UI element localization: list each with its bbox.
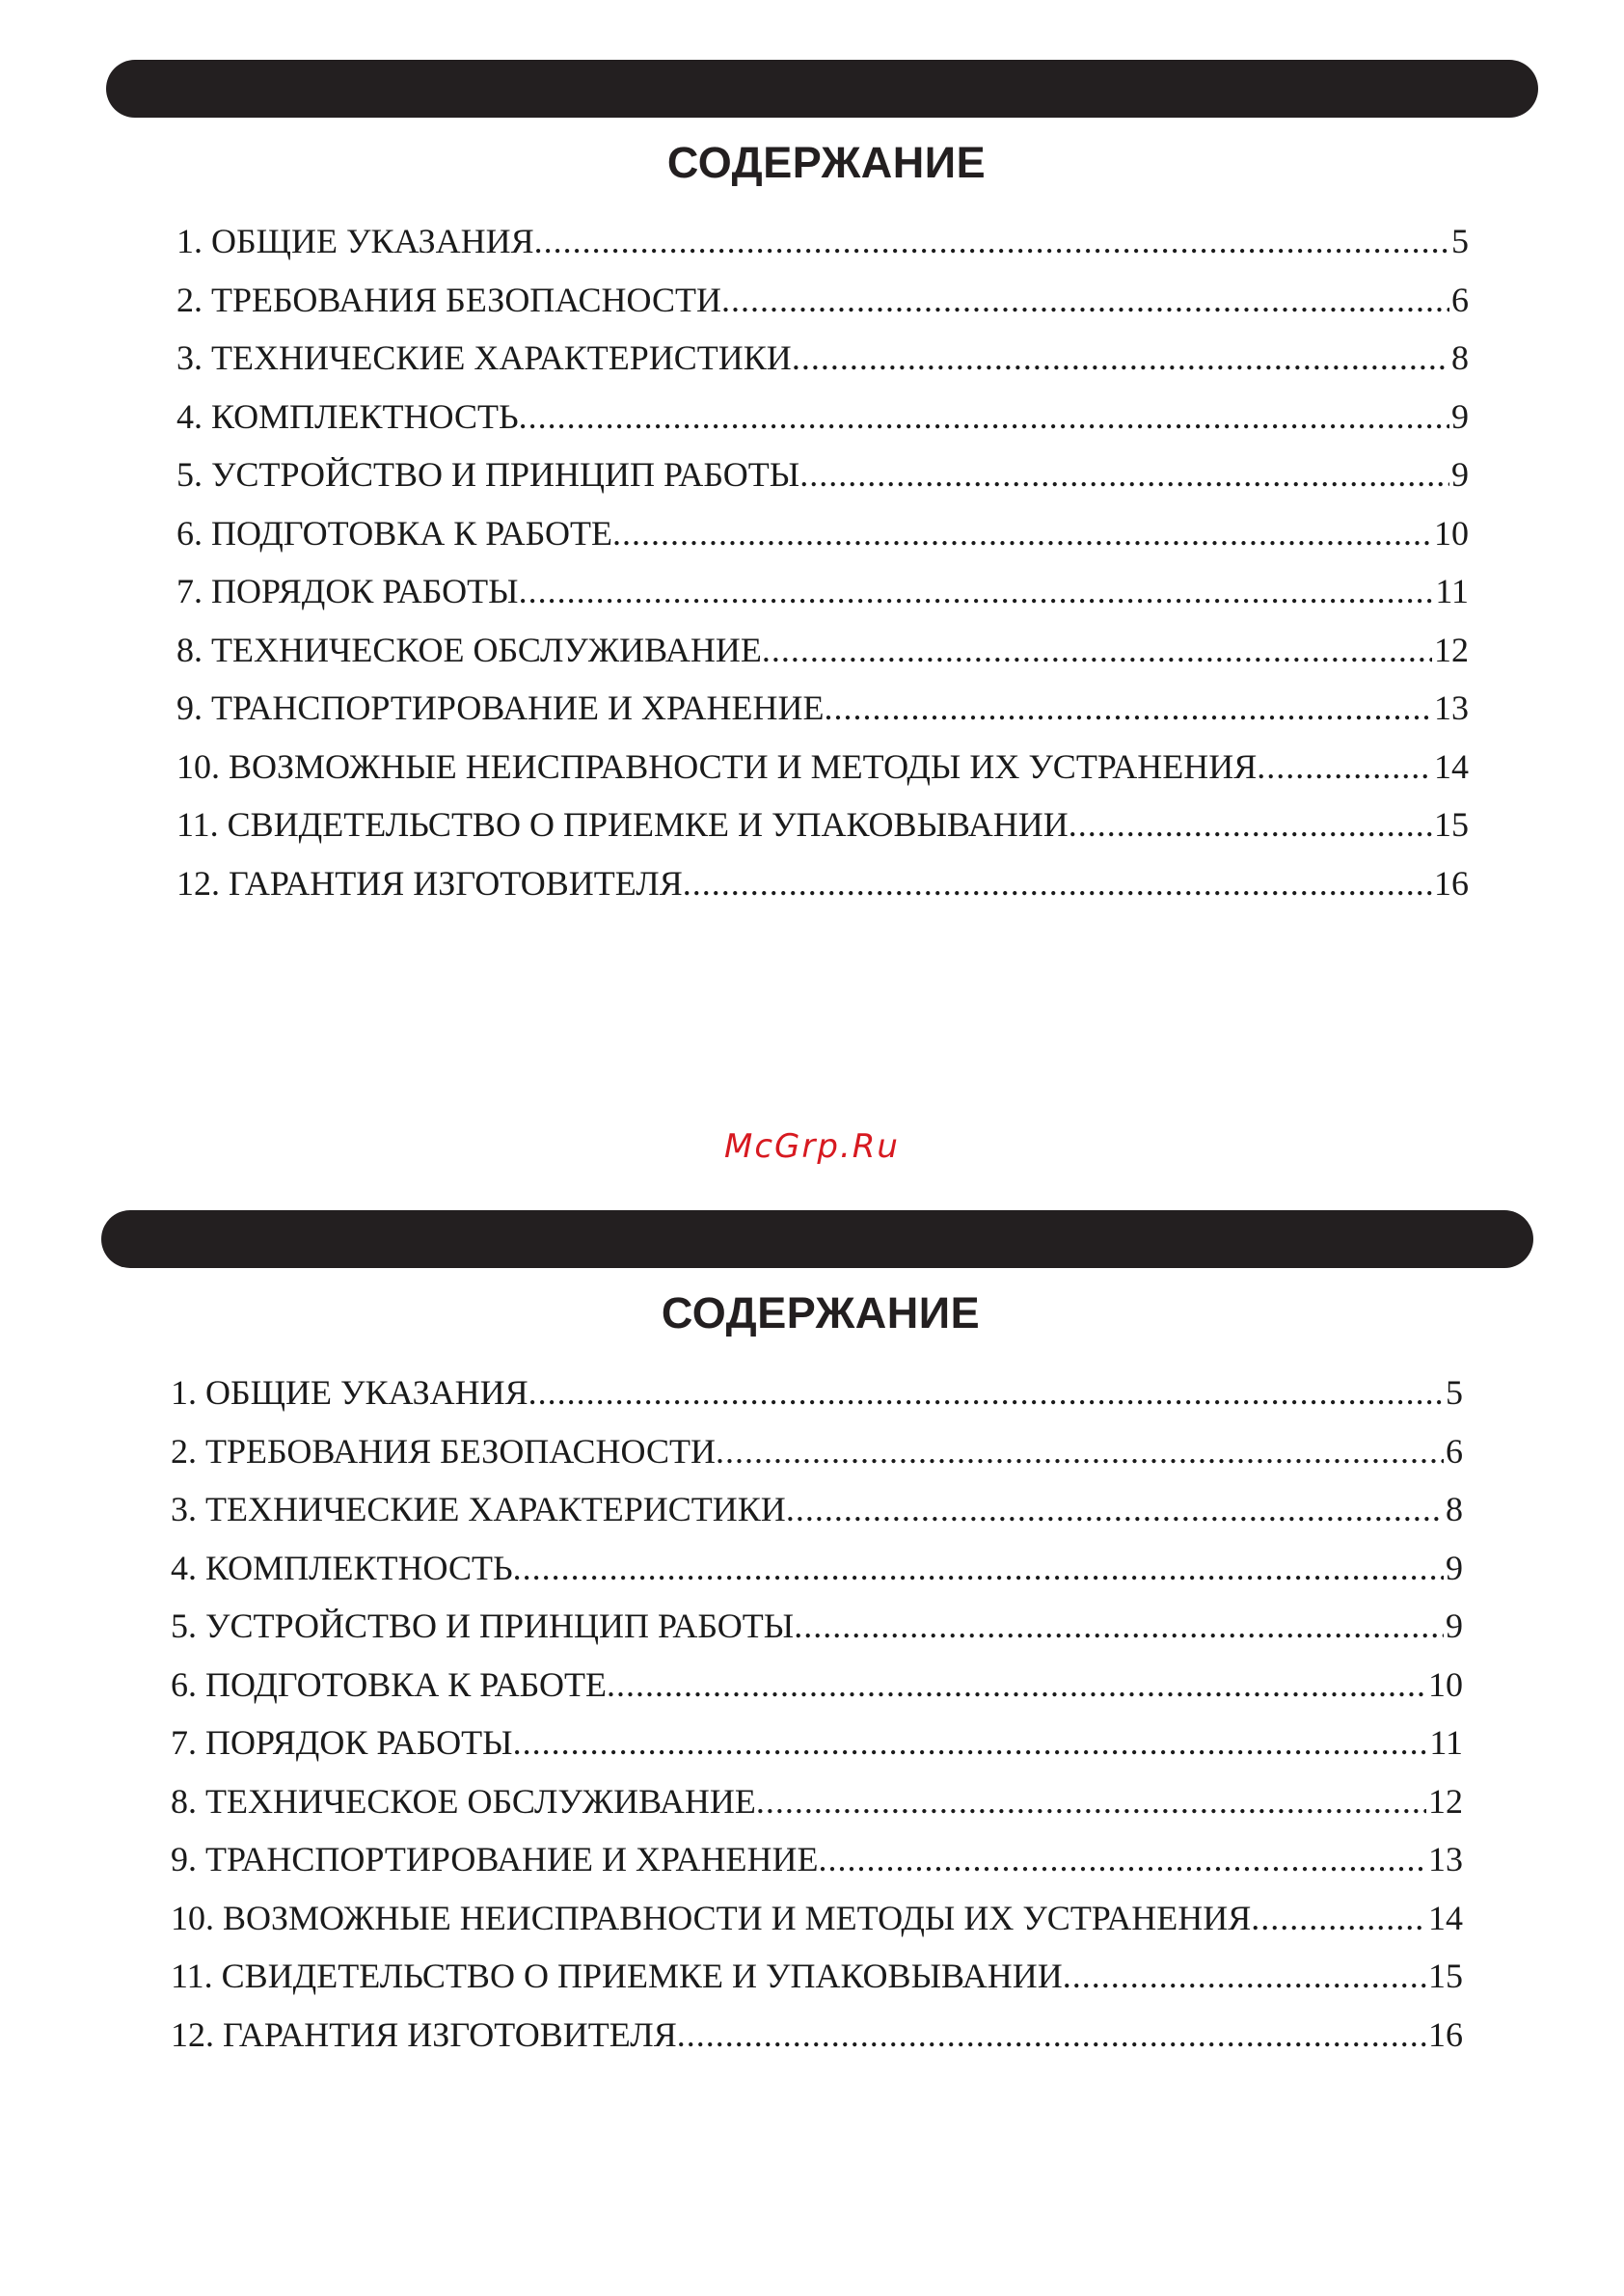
toc-entry-page: 13 <box>1428 1842 1463 1878</box>
toc-entry-label: 12. ГАРАНТИЯ ИЗГОТОВИТЕЛЯ <box>171 2016 677 2054</box>
toc-entry-page: 14 <box>1434 748 1469 786</box>
toc-list-top <box>176 224 1469 924</box>
toc-entry-label: 9. ТРАНСПОРТИРОВАНИЕ И ХРАНЕНИЕ <box>176 690 825 727</box>
toc-entry-page: 10 <box>1434 515 1469 553</box>
header-bar-bottom <box>101 1210 1533 1268</box>
toc-entry-leader <box>1257 749 1432 784</box>
toc-entry-leader <box>1251 1901 1426 1935</box>
toc-entry <box>171 1958 1463 2017</box>
toc-entry <box>176 807 1469 866</box>
toc-entry-label: 11. СВИДЕТЕЛЬСТВО О ПРИЕМКЕ И УПАКОВЫВАНИИ <box>171 1958 1063 1995</box>
toc-entry-page: 12 <box>1428 1783 1463 1821</box>
watermark-text: McGrp.Ru <box>724 1127 900 1166</box>
toc-entry-page: 9 <box>1446 1550 1463 1587</box>
toc-entry <box>171 1901 1463 1959</box>
toc-entry-leader <box>716 1434 1444 1469</box>
toc-entry <box>176 224 1469 283</box>
toc-entry-leader <box>792 340 1449 375</box>
toc-entry <box>176 866 1469 925</box>
toc-entry <box>171 1784 1463 1843</box>
toc-entry <box>176 516 1469 575</box>
toc-entry-label: 7. ПОРЯДОК РАБОТЫ <box>171 1725 513 1762</box>
toc-entry-page: 10 <box>1428 1666 1463 1704</box>
toc-entry-label: 12. ГАРАНТИЯ ИЗГОТОВИТЕЛЯ <box>176 865 683 903</box>
toc-entry <box>171 1608 1463 1667</box>
toc-entry <box>171 1725 1463 1784</box>
toc-entry <box>171 1375 1463 1434</box>
toc-entry-leader <box>513 1725 1428 1760</box>
toc-entry-leader <box>756 1784 1426 1819</box>
toc-entry <box>171 1667 1463 1726</box>
toc-entry-label: 9. ТРАНСПОРТИРОВАНИЕ И ХРАНЕНИЕ <box>171 1842 819 1878</box>
toc-entry-leader <box>534 224 1449 258</box>
toc-entry-leader <box>818 1842 1426 1877</box>
toc-entry-label: 5. УСТРОЙСТВО И ПРИНЦИП РАБОТЫ <box>176 457 800 494</box>
toc-entry-label: 2. ТРЕБОВАНИЯ БЕЗОПАСНОСТИ <box>176 282 721 319</box>
toc-entry-label: 6. ПОДГОТОВКА К РАБОТЕ <box>176 515 613 553</box>
toc-entry <box>171 1492 1463 1551</box>
toc-entry-page: 12 <box>1434 632 1469 669</box>
toc-entry-page: 5 <box>1451 224 1469 260</box>
toc-entry <box>171 1551 1463 1609</box>
toc-entry <box>176 690 1469 749</box>
toc-entry-leader <box>677 2017 1426 2052</box>
toc-entry-page: 9 <box>1451 398 1469 436</box>
toc-entry-label: 10. ВОЗМОЖНЫЕ НЕИСПРАВНОСТИ И МЕТОДЫ ИХ УСТРАНЕНИЯ <box>176 748 1258 786</box>
toc-entry-leader <box>519 399 1449 434</box>
toc-entry-leader <box>762 633 1432 667</box>
toc-title-bottom: СОДЕРЖАНИЕ <box>661 1288 981 1337</box>
toc-entry-leader <box>519 574 1434 608</box>
toc-entry-page: 11 <box>1429 1725 1463 1762</box>
toc-entry-leader <box>794 1608 1444 1643</box>
toc-entry-label: 3. ТЕХНИЧЕСКИЕ ХАРАКТЕРИСТИКИ <box>171 1492 786 1528</box>
toc-entry-leader <box>1063 1958 1426 1993</box>
toc-entry-label: 2. ТРЕБОВАНИЯ БЕЗОПАСНОСТИ <box>171 1433 716 1471</box>
toc-entry-leader <box>612 516 1432 551</box>
toc-entry-label: 4. КОМПЛЕКТНОСТЬ <box>171 1550 513 1587</box>
toc-entry-leader <box>607 1667 1426 1702</box>
toc-entry <box>176 633 1469 691</box>
toc-entry-label: 3. ТЕХНИЧЕСКИЕ ХАРАКТЕРИСТИКИ <box>176 340 792 377</box>
toc-entry-page: 11 <box>1435 574 1469 610</box>
toc-entry-leader <box>824 690 1432 725</box>
header-bar-top <box>106 60 1538 118</box>
toc-entry-page: 9 <box>1451 457 1469 494</box>
toc-entry <box>176 340 1469 399</box>
toc-entry <box>176 574 1469 633</box>
toc-entry <box>176 399 1469 458</box>
toc-entry-label: 10. ВОЗМОЖНЫЕ НЕИСПРАВНОСТИ И МЕТОДЫ ИХ УСТРАНЕНИЯ <box>171 1900 1252 1937</box>
toc-entry-leader <box>683 866 1432 901</box>
toc-entry <box>171 1434 1463 1493</box>
toc-entry-label: 11. СВИДЕТЕЛЬСТВО О ПРИЕМКЕ И УПАКОВЫВАНИИ <box>176 807 1069 844</box>
toc-entry-page: 5 <box>1446 1375 1463 1412</box>
toc-entry-page: 8 <box>1451 340 1469 377</box>
toc-entry-leader <box>786 1492 1444 1526</box>
toc-entry-page: 15 <box>1428 1958 1463 1995</box>
toc-entry-label: 7. ПОРЯДОК РАБОТЫ <box>176 574 519 610</box>
toc-entry-label: 6. ПОДГОТОВКА К РАБОТЕ <box>171 1666 608 1704</box>
toc-entry-label: 8. ТЕХНИЧЕСКОЕ ОБСЛУЖИВАНИЕ <box>176 632 762 669</box>
toc-entry <box>176 749 1469 808</box>
toc-entry <box>171 2017 1463 2076</box>
toc-entry-page: 15 <box>1434 807 1469 844</box>
toc-entry-label: 5. УСТРОЙСТВО И ПРИНЦИП РАБОТЫ <box>171 1608 795 1645</box>
toc-entry <box>176 283 1469 341</box>
toc-entry-page: 14 <box>1428 1900 1463 1937</box>
toc-entry-leader <box>799 457 1449 492</box>
toc-entry-label: 4. КОМПЛЕКТНОСТЬ <box>176 398 519 436</box>
toc-entry-page: 6 <box>1446 1433 1463 1471</box>
toc-entry-leader <box>513 1551 1444 1585</box>
toc-entry-label: 1. ОБЩИЕ УКАЗАНИЯ <box>171 1375 528 1412</box>
toc-entry-leader <box>1069 807 1432 842</box>
toc-title-top: СОДЕРЖАНИЕ <box>666 138 987 187</box>
toc-entry-page: 8 <box>1446 1492 1463 1528</box>
toc-list-bottom <box>171 1375 1463 2075</box>
toc-entry <box>171 1842 1463 1901</box>
toc-entry-page: 13 <box>1434 690 1469 727</box>
toc-entry <box>176 457 1469 516</box>
toc-entry-page: 6 <box>1451 282 1469 319</box>
toc-entry-label: 8. ТЕХНИЧЕСКОЕ ОБСЛУЖИВАНИЕ <box>171 1783 756 1821</box>
toc-entry-label: 1. ОБЩИЕ УКАЗАНИЯ <box>176 224 534 260</box>
toc-entry-leader <box>721 283 1449 317</box>
toc-entry-page: 16 <box>1434 865 1469 903</box>
toc-entry-leader <box>528 1375 1444 1410</box>
toc-entry-page: 9 <box>1446 1608 1463 1645</box>
toc-entry-page: 16 <box>1428 2016 1463 2054</box>
